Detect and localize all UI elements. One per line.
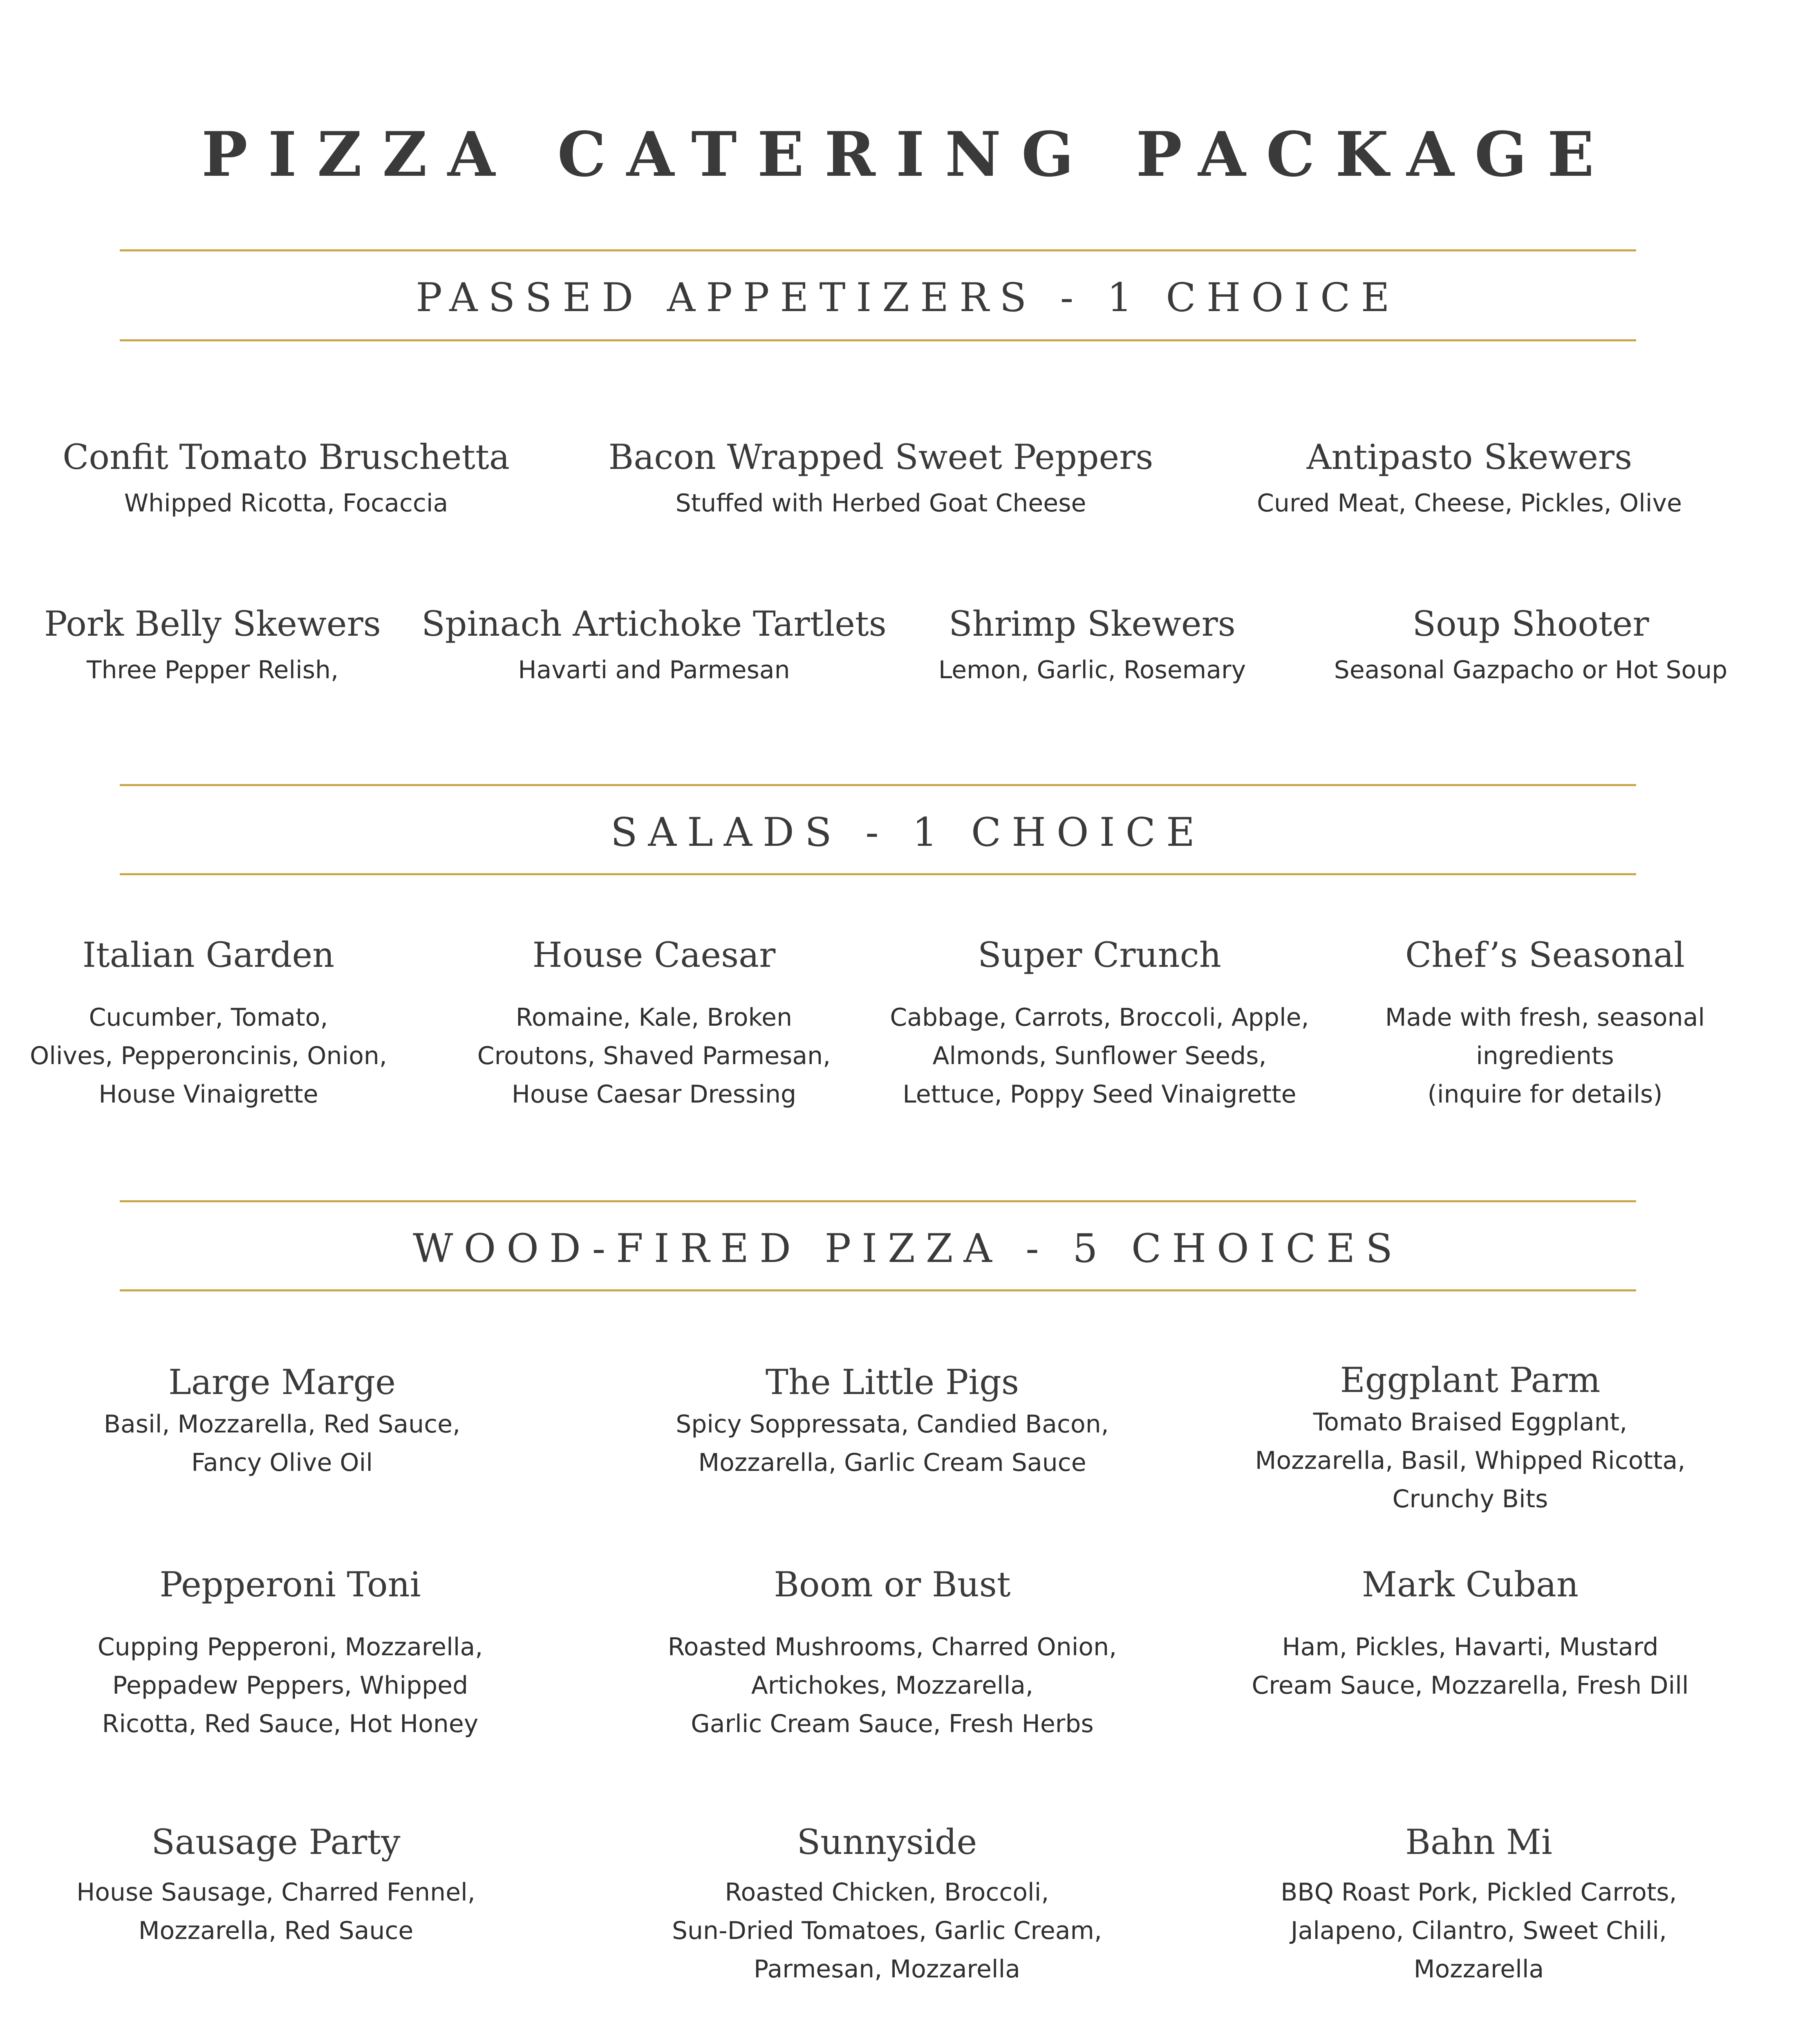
menu-item [608, 438, 1153, 522]
menu-item [104, 1363, 460, 1482]
page-title: PIZZA CATERING PACKAGE [201, 119, 1615, 191]
item-desc [104, 1405, 460, 1482]
item-desc [668, 1628, 1117, 1743]
menu-item [63, 438, 510, 522]
desc-line: Cream Sauce, Mozzarella, Fresh Dill [1252, 1671, 1689, 1700]
desc-line: Spicy Soppressata, Candied Bacon, [676, 1410, 1109, 1439]
item-desc [98, 1628, 483, 1743]
desc-line: Roasted Mushrooms, Charred Onion, [667, 1633, 1117, 1662]
desc-line: Mozzarella [1413, 1955, 1544, 1984]
item-name: Bahn Mi [1405, 1822, 1552, 1862]
menu-item [1334, 605, 1727, 689]
desc-line: Romaine, Kale, Broken [515, 1003, 793, 1032]
menu-item [890, 936, 1309, 1114]
desc-line: Cupping Pepperoni, Mozzarella, [97, 1633, 483, 1662]
item-name: Confit Tomato Bruschetta [63, 437, 510, 477]
desc-line: Tomato Braised Eggplant, [1313, 1408, 1628, 1437]
menu-item [672, 1823, 1102, 1988]
menu-item [1255, 1361, 1686, 1518]
desc-line: Lettuce, Poppy Seed Vinaigrette [902, 1080, 1297, 1109]
item-desc: Cured Meat, Cheese, Pickles, Olive [1257, 489, 1682, 518]
item-name: The Little Pigs [765, 1362, 1019, 1402]
menu-item [668, 1566, 1117, 1743]
desc-line: Basil, Mozzarella, Red Sauce, [103, 1410, 461, 1439]
item-desc: Lemon, Garlic, Rosemary [938, 656, 1246, 685]
item-desc: Stuffed with Herbed Goat Cheese [675, 489, 1086, 518]
desc-line: Peppadew Peppers, Whipped [112, 1671, 468, 1700]
item-name: Large Marge [168, 1362, 396, 1402]
item-desc [1252, 1628, 1688, 1705]
desc-line: Roasted Chicken, Broccoli, [725, 1878, 1049, 1907]
menu-item [676, 1363, 1109, 1482]
desc-line: Sun-Dried Tomatoes, Garlic Cream, [672, 1916, 1102, 1945]
item-desc: Whipped Ricotta, Focaccia [124, 489, 448, 518]
menu-item [1281, 1823, 1677, 1988]
section-heading-salads: SALADS - 1 CHOICE [610, 809, 1206, 855]
menu-item [76, 1823, 475, 1950]
desc-line: Olives, Pepperoncinis, Onion, [29, 1042, 387, 1071]
section-rule-top [120, 249, 1636, 251]
item-name: Boom or Bust [774, 1564, 1011, 1605]
item-desc [477, 998, 831, 1114]
desc-line: Ricotta, Red Sauce, Hot Honey [102, 1710, 479, 1739]
desc-line: Ham, Pickles, Havarti, Mustard [1282, 1633, 1659, 1662]
item-name: Pepperoni Toni [159, 1564, 421, 1605]
item-desc [76, 1873, 475, 1950]
menu-item [421, 605, 887, 689]
desc-line: Crunchy Bits [1392, 1485, 1548, 1514]
section-heading-pizza: WOOD-FIRED PIZZA - 5 CHOICES [412, 1226, 1404, 1271]
item-name: Sunnyside [797, 1822, 977, 1862]
desc-line: House Caesar Dressing [511, 1080, 797, 1109]
desc-line: Cucumber, Tomato, [89, 1003, 328, 1032]
desc-line: ingredients [1476, 1042, 1614, 1071]
item-desc [1255, 1403, 1686, 1518]
desc-line: Garlic Cream Sauce, Fresh Herbs [691, 1710, 1094, 1739]
item-name: Spinach Artichoke Tartlets [421, 604, 887, 644]
desc-line: (inquire for details) [1427, 1080, 1663, 1109]
item-name: Super Crunch [978, 935, 1221, 975]
desc-line: Mozzarella, Basil, Whipped Ricotta, [1255, 1446, 1686, 1475]
section-rule-top [120, 1200, 1636, 1202]
menu-item [938, 605, 1246, 689]
desc-line: Fancy Olive Oil [191, 1448, 373, 1477]
item-desc [676, 1405, 1109, 1482]
item-name: Chef’s Seasonal [1405, 935, 1685, 975]
item-desc [30, 998, 387, 1114]
desc-line: Cabbage, Carrots, Broccoli, Apple, [890, 1003, 1309, 1032]
item-desc: Havarti and Parmesan [518, 656, 790, 685]
item-name: House Caesar [532, 935, 776, 975]
item-name: Shrimp Skewers [949, 604, 1236, 644]
item-desc [672, 1873, 1102, 1988]
desc-line: Almonds, Sunflower Seeds, [932, 1042, 1267, 1071]
desc-line: Artichokes, Mozzarella, [751, 1671, 1034, 1700]
item-name: Antipasto Skewers [1306, 437, 1632, 477]
desc-line: House Vinaigrette [99, 1080, 318, 1109]
desc-line: Mozzarella, Garlic Cream Sauce [698, 1448, 1086, 1477]
menu-item [1385, 936, 1705, 1114]
desc-line: Parmesan, Mozzarella [753, 1955, 1021, 1984]
desc-line: BBQ Roast Pork, Pickled Carrots, [1281, 1878, 1677, 1907]
desc-line: Croutons, Shaved Parmesan, [477, 1042, 831, 1071]
desc-line: Mozzarella, Red Sauce [138, 1916, 414, 1945]
item-name: Italian Garden [82, 935, 335, 975]
menu-item [477, 936, 831, 1114]
desc-line: Made with fresh, seasonal [1385, 1003, 1705, 1032]
menu-item [1257, 438, 1682, 522]
menu-item [98, 1566, 483, 1743]
section-rule-top [120, 784, 1636, 786]
item-name: Eggplant Parm [1340, 1360, 1601, 1400]
section-heading-appetizers: PASSED APPETIZERS - 1 CHOICE [416, 275, 1400, 320]
desc-line: Jalapeno, Cilantro, Sweet Chili, [1290, 1916, 1667, 1945]
item-name: Soup Shooter [1412, 604, 1649, 644]
item-desc [1281, 1873, 1677, 1988]
item-name: Sausage Party [151, 1822, 401, 1862]
item-name: Mark Cuban [1361, 1564, 1579, 1605]
item-desc [1385, 998, 1705, 1114]
section-rule-bottom [120, 1289, 1636, 1291]
item-desc: Seasonal Gazpacho or Hot Soup [1334, 656, 1728, 685]
menu-item [30, 936, 387, 1114]
item-desc [890, 998, 1309, 1114]
menu-item [1252, 1566, 1688, 1705]
desc-line: House Sausage, Charred Fennel, [76, 1878, 475, 1907]
section-rule-bottom [120, 339, 1636, 341]
item-name: Pork Belly Skewers [44, 604, 381, 644]
item-name: Bacon Wrapped Sweet Peppers [608, 437, 1153, 477]
section-rule-bottom [120, 873, 1636, 875]
item-desc: Three Pepper Relish, [86, 656, 339, 685]
menu-item [44, 605, 381, 689]
